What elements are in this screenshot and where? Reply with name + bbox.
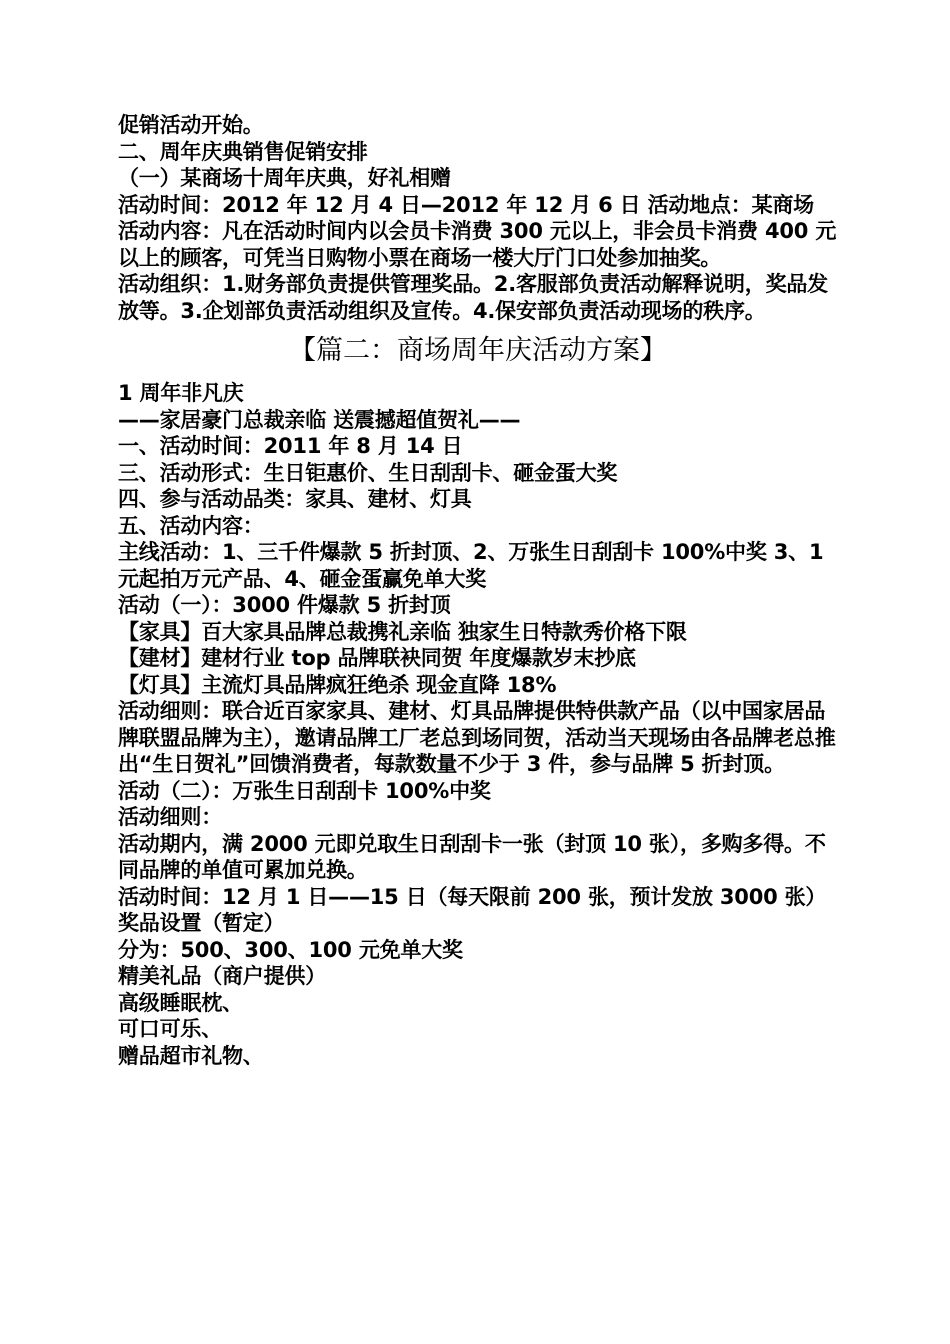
paragraph-activity-content-title: 五、活动内容： [118,513,264,538]
paragraph-prize-levels: 分为：500、300、100 元免单大奖 [118,937,463,962]
section-title-anniversary-promotion: 二、周年庆典销售促销安排 [118,139,368,164]
subsection-title-tenth-anniversary: （一）某商场十周年庆典，好礼相赠 [118,166,451,190]
paragraph-gift-cola: 可口可乐、 [118,1017,222,1041]
paragraph-gift-supermarket: 赠品超市礼物、 [118,1043,264,1068]
paragraph-slogan: ——家居豪门总裁亲临 送震撼超值贺礼—— [118,407,521,432]
paragraph-activity-rules-one: 活动细则：联合近百家家具、建材、灯具品牌提供特供款产品（以中国家居品牌联盟品牌为主），邀请品牌工厂老总到场同贺，活动当天现场由各品牌老总推出“生日贺礼”回馈消费者，每款数量不少于 3 件，参与品牌 5 折封顶。 [118,699,836,776]
paragraph-activity-form: 三、活动形式：生日钜惠价、生日刮刮卡、砸金蛋大奖 [118,460,618,485]
paragraph-gift-pillow: 高级睡眠枕、 [118,990,243,1015]
document-page [118,112,838,1069]
paragraph-building-materials: 【建材】建材行业 top 品牌联袂同贺 年度爆款岁末抄底 [118,646,636,670]
paragraph-activity-time-location: 活动时间：2012 年 12 月 4 日—2012 年 12 月 6 日 活动地点：某商场 [118,192,814,217]
paragraph-activity-content: 活动内容：凡在活动时间内以会员卡消费 300 元以上，非会员卡消费 400 元以上的顾客，可凭当日购物小票在商场一楼大厅门口处参加抽奖。 [118,219,837,270]
paragraph-promotion-start: 促销活动开始。 [118,113,264,137]
paragraph-main-activities: 主线活动：1、三千件爆款 5 折封顶、2、万张生日刮刮卡 100%中奖 3、1 元起拍万元产品、4、砸金蛋赢免单大奖 [118,540,824,591]
paragraph-activity-rules-title: 活动细则： [118,805,222,829]
paragraph-scratch-card-rules: 活动期内，满 2000 元即兑取生日刮刮卡一张（封顶 10 张），多购多得。不同品牌的单值可累加兑换。 [118,831,826,882]
paragraph-lighting: 【灯具】主流灯具品牌疯狂绝杀 现金直降 18% [118,672,557,697]
paragraph-gifts: 精美礼品（商户提供） [118,964,326,988]
paragraph-scratch-card-time: 活动时间：12 月 1 日——15 日（每天限前 200 张，预计发放 3000 张） 奖品设置（暂定） [118,884,827,935]
paragraph-activity-date: 一、活动时间：2011 年 8 月 14 日 [118,434,463,458]
paragraph-furniture: 【家具】百大家具品牌总裁携礼亲临 独家生日特款秀价格下限 [118,619,687,644]
paragraph-activity-organization: 活动组织：1.财务部负责提供管理奖品。2.客服部负责活动解释说明，奖品发放等。3.企划部负责活动组织及宣传。4.保安部负责活动现场的秩序。 [118,272,828,323]
article-heading: 【篇二：商场周年庆活动方案】 [289,335,667,366]
paragraph-activity-two: 活动（二）：万张生日刮刮卡 100%中奖 [118,778,491,803]
paragraph-product-categories: 四、参与活动品类：家具、建材、灯具 [118,487,472,511]
paragraph-activity-one: 活动（一）：3000 件爆款 5 折封顶 [118,593,451,617]
paragraph-first-anniversary: 1 周年非凡庆 [118,381,244,405]
